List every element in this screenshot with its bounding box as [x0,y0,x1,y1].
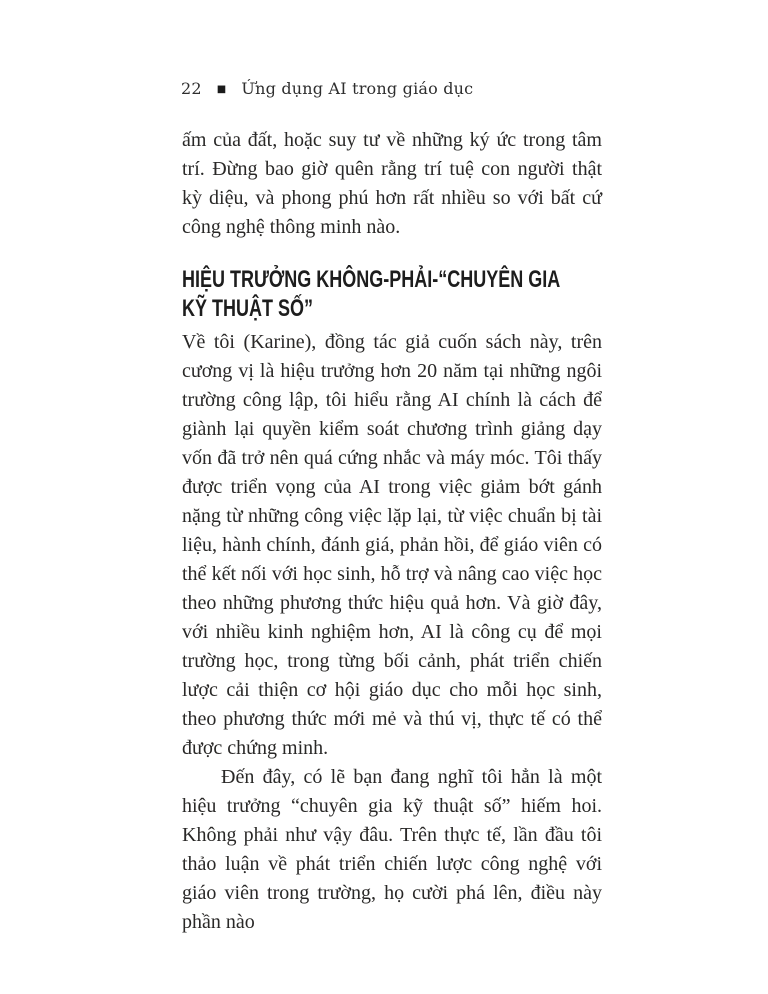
square-bullet-icon: ■ [216,83,227,95]
paragraph-digital-expert: Đến đây, có lẽ bạn đang nghĩ tôi hẳn là một hiệu trưởng “chuyên gia kỹ thuật số” hiếm hoi. Không phải như vậy đâu. Trên thực tế, lần đầu tôi thảo luận về phát triển chiến lược công nghệ với giáo viên trong trường, họ cười phá lên, điều này phần nào [182,766,602,933]
paragraph-continuation: ấm của đất, hoặc suy tư về những ký ức trong tâm trí. Đừng bao giờ quên rằng trí tuệ con người thật kỳ diệu, và phong phú hơn rất nhiều so với bất cứ công nghệ thông minh nào. [182,129,602,238]
page-header [181,79,473,98]
section-heading-line-2: KỸ THUẬT SỐ” [182,295,314,322]
section-heading-line-1: HIỆU TRƯỞNG KHÔNG-PHẢI-“CHUYÊN GIA [182,266,561,293]
section-heading [182,265,602,323]
running-title: Ứng dụng AI trong giáo dục [241,79,474,98]
paragraph-karine-intro: Về tôi (Karine), đồng tác giả cuốn sách này, trên cương vị là hiệu trưởng hơn 20 năm tại những ngôi trường công lập, tôi hiểu rằng AI chính là cách để giành lại quyền kiểm soát chương trình giảng dạy vốn đã trở nên quá cứng nhắc và máy móc. Tôi thấy được triển vọng của AI trong việc giảm bớt gánh nặng từ những công việc lặp lại, từ việc chuẩn bị tài liệu, hành chính, đánh giá, phản hồi, để giáo viên có thể kết nối với học sinh, hỗ trợ và nâng cao việc học theo những phương thức hiệu quả hơn. Và giờ đây, với nhiều kinh nghiệm hơn, AI là công cụ để mọi trường học, trong từng bối cảnh, phát triển chiến lược cải thiện cơ hội giáo dục cho mỗi học sinh, theo phương thức mới mẻ và thú vị, thực tế có thể được chứng minh. [182,331,602,759]
page-body [182,126,602,937]
page-number: 22 [181,79,202,98]
